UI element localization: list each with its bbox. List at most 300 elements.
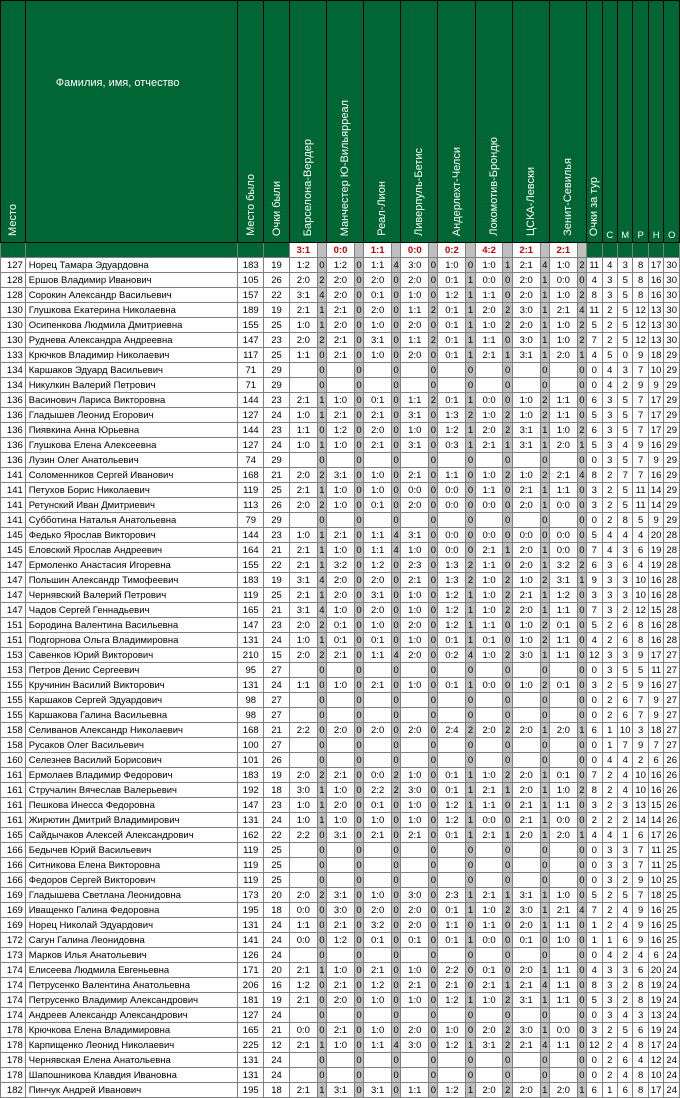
points-were-cell: 19 xyxy=(264,768,290,783)
prediction-points-cell: 2 xyxy=(504,304,511,316)
prediction-cell: 1:0 xyxy=(475,993,503,1008)
prediction-cell: 1:0 xyxy=(438,1023,466,1038)
m-cell: 3 xyxy=(617,573,632,588)
prediction-cell xyxy=(438,873,466,888)
prediction-cell: 0:1 xyxy=(475,963,503,978)
prediction-points-cell: 1 xyxy=(542,349,548,361)
table-row xyxy=(1,993,680,1008)
prediction-points-cell: 0 xyxy=(467,754,474,766)
o-cell: 24 xyxy=(664,1008,680,1023)
table-row xyxy=(1,813,680,828)
table-row xyxy=(1,708,680,723)
prediction-cell xyxy=(438,453,466,468)
header-match-5: Андерлехт-Челси xyxy=(438,1,475,243)
o-cell: 26 xyxy=(664,798,680,813)
prediction-cell: 2:0 xyxy=(289,333,317,348)
place-was-cell: 173 xyxy=(238,888,264,903)
prediction-cell: 1:0 xyxy=(364,348,392,363)
n-cell: 13 xyxy=(648,333,663,348)
m-cell: 2 xyxy=(617,378,632,393)
prediction-cell xyxy=(549,843,577,858)
points-were-cell: 24 xyxy=(264,918,290,933)
name-cell: Петрусенко Владимир Александрович xyxy=(25,993,238,1008)
prediction-cell xyxy=(289,453,317,468)
s-cell: 3 xyxy=(602,978,617,993)
prediction-points-cell: 0 xyxy=(467,454,474,466)
prediction-points-cell: 0 xyxy=(430,559,436,571)
prediction-points-cell: 0 xyxy=(356,514,362,526)
prediction-points-cell: 2 xyxy=(467,559,474,571)
s-cell: 4 xyxy=(602,528,617,543)
prediction-cell: 0:1 xyxy=(364,633,392,648)
prediction-points-cell: 4 xyxy=(393,649,399,661)
place-was-cell: 101 xyxy=(238,753,264,768)
prediction-cell: 0:3 xyxy=(438,438,466,453)
points-were-cell: 24 xyxy=(264,948,290,963)
prediction-points-cell: 0 xyxy=(356,304,362,316)
name-cell: Селезнев Василий Борисович xyxy=(25,753,238,768)
prediction-points-cell: 0 xyxy=(467,709,474,721)
prediction-points-cell: 0 xyxy=(542,934,548,946)
prediction-points-cell: 1 xyxy=(467,769,474,781)
prediction-points-cell: 0 xyxy=(579,649,585,661)
prediction-cell xyxy=(438,738,466,753)
o-cell: 26 xyxy=(664,813,680,828)
s-cell: 1 xyxy=(602,1083,617,1098)
prediction-cell: 1:2 xyxy=(438,288,466,303)
s-cell: 3 xyxy=(602,873,617,888)
r-cell: 9 xyxy=(633,648,648,663)
r-cell: 8 xyxy=(633,978,648,993)
prediction-cell xyxy=(289,1008,317,1023)
prediction-points-cell: 1 xyxy=(319,634,325,646)
prediction-cell xyxy=(401,513,429,528)
o-cell: 29 xyxy=(664,453,680,468)
prediction-cell: 1:1 xyxy=(549,408,577,423)
prediction-cell: 3:0 xyxy=(401,1038,429,1053)
prediction-cell: 2:0 xyxy=(289,618,317,633)
points-were-cell: 15 xyxy=(264,648,290,663)
prediction-points-cell: 0 xyxy=(467,919,474,931)
prediction-cell: 2:1 xyxy=(475,978,503,993)
prediction-points-cell: 1 xyxy=(542,304,548,316)
points-were-cell: 19 xyxy=(264,573,290,588)
prediction-cell: 1:2 xyxy=(364,558,392,573)
s-cell: 2 xyxy=(602,333,617,348)
prediction-points-cell: 0 xyxy=(430,754,436,766)
prediction-cell: 0:0 xyxy=(475,813,503,828)
prediction-cell: 2:1 xyxy=(512,483,540,498)
tour-points-cell: 8 xyxy=(587,468,602,483)
place-cell: 161 xyxy=(1,768,26,783)
prediction-cell xyxy=(289,708,317,723)
prediction-cell: 0:0 xyxy=(549,1023,577,1038)
o-cell: 29 xyxy=(664,483,680,498)
prediction-points-cell: 0 xyxy=(319,514,325,526)
prediction-cell xyxy=(327,1008,355,1023)
prediction-points-cell: 1 xyxy=(319,814,325,826)
prediction-points-cell: 0 xyxy=(393,904,399,916)
prediction-points-cell: 0 xyxy=(467,1009,474,1021)
prediction-points-cell: 0 xyxy=(504,379,511,391)
prediction-cell: 1:1 xyxy=(364,543,392,558)
o-cell: 27 xyxy=(664,693,680,708)
s-cell: 3 xyxy=(602,603,617,618)
place-was-cell: 165 xyxy=(238,1023,264,1038)
n-cell: 20 xyxy=(648,528,663,543)
prediction-cell: 3:1 xyxy=(289,603,317,618)
prediction-points-cell: 0 xyxy=(467,259,474,271)
prediction-points-cell: 0 xyxy=(393,619,399,631)
name-cell: Еловский Ярослав Андреевич xyxy=(25,543,238,558)
n-cell: 17 xyxy=(648,408,663,423)
tour-points-cell: 0 xyxy=(587,663,602,678)
r-cell: 8 xyxy=(633,258,648,273)
n-cell: 7 xyxy=(648,738,663,753)
r-cell: 6 xyxy=(633,1023,648,1038)
match-score-7: 2:1 xyxy=(512,243,540,258)
prediction-points-cell: 2 xyxy=(579,784,585,796)
place-was-cell: 155 xyxy=(238,558,264,573)
m-cell: 5 xyxy=(617,678,632,693)
m-cell: 3 xyxy=(617,258,632,273)
prediction-cell: 2:0 xyxy=(475,1083,503,1098)
tour-points-cell: 8 xyxy=(587,978,602,993)
match-score-4: 0:0 xyxy=(401,243,429,258)
o-cell: 28 xyxy=(664,633,680,648)
prediction-points-cell: 0 xyxy=(393,319,399,331)
place-cell: 133 xyxy=(1,348,26,363)
prediction-cell: 1:1 xyxy=(289,348,317,363)
prediction-points-cell: 0 xyxy=(356,889,362,901)
n-cell: 18 xyxy=(648,348,663,363)
n-cell: 17 xyxy=(648,1038,663,1053)
prediction-points-cell: 0 xyxy=(430,859,436,871)
prediction-cell: 2:1 xyxy=(289,543,317,558)
prediction-cell: 2:0 xyxy=(289,768,317,783)
prediction-points-cell: 0 xyxy=(319,694,325,706)
prediction-points-cell: 1 xyxy=(542,334,548,346)
prediction-cell xyxy=(549,858,577,873)
n-cell: 13 xyxy=(648,303,663,318)
prediction-cell xyxy=(401,873,429,888)
prediction-points-cell: 0 xyxy=(430,424,436,436)
place-cell: 155 xyxy=(1,693,26,708)
prediction-points-cell: 1 xyxy=(542,484,548,496)
m-cell: 5 xyxy=(617,303,632,318)
m-cell: 5 xyxy=(617,423,632,438)
prediction-points-cell: 0 xyxy=(504,679,511,691)
name-cell: Лузин Олег Анатольевич xyxy=(25,453,238,468)
prediction-points-cell: 0 xyxy=(467,949,474,961)
prediction-points-cell: 0 xyxy=(579,874,585,886)
prediction-cell: 2:0 xyxy=(289,273,317,288)
points-were-cell: 29 xyxy=(264,363,290,378)
prediction-cell: 0:1 xyxy=(512,933,540,948)
prediction-points-cell: 0 xyxy=(393,499,399,511)
prediction-points-cell: 0 xyxy=(467,514,474,526)
tour-points-cell: 8 xyxy=(587,783,602,798)
name-cell: Русаков Олег Васильевич xyxy=(25,738,238,753)
prediction-points-cell: 0 xyxy=(579,994,585,1006)
prediction-cell: 1:0 xyxy=(364,813,392,828)
prediction-points-cell: 0 xyxy=(356,664,362,676)
prediction-points-cell: 0 xyxy=(393,1054,399,1066)
name-cell: Петухов Борис Николаевич xyxy=(25,483,238,498)
prediction-points-cell: 0 xyxy=(579,919,585,931)
prediction-points-cell: 0 xyxy=(393,424,399,436)
prediction-points-cell: 0 xyxy=(504,754,511,766)
prediction-points-cell: 0 xyxy=(579,394,585,406)
prediction-cell xyxy=(475,378,503,393)
prediction-points-cell: 0 xyxy=(430,409,436,421)
place-cell: 130 xyxy=(1,333,26,348)
points-were-cell: 25 xyxy=(264,348,290,363)
prediction-points-cell: 2 xyxy=(319,274,325,286)
prediction-cell: 3:2 xyxy=(327,558,355,573)
tour-points-cell: 0 xyxy=(587,1053,602,1068)
prediction-points-cell: 0 xyxy=(579,484,585,496)
o-cell: 28 xyxy=(664,528,680,543)
prediction-points-cell: 1 xyxy=(467,799,474,811)
table-row xyxy=(1,318,680,333)
prediction-cell: 3:1 xyxy=(364,588,392,603)
prediction-points-cell: 1 xyxy=(319,409,325,421)
prediction-cell xyxy=(289,843,317,858)
n-cell: 9 xyxy=(648,708,663,723)
prediction-points-cell: 0 xyxy=(542,454,548,466)
prediction-cell: 0:1 xyxy=(364,933,392,948)
place-was-cell: 181 xyxy=(238,993,264,1008)
prediction-cell xyxy=(475,693,503,708)
place-was-cell: 206 xyxy=(238,978,264,993)
n-cell: 9 xyxy=(648,693,663,708)
n-cell: 17 xyxy=(648,258,663,273)
r-cell: 8 xyxy=(633,288,648,303)
place-cell: 166 xyxy=(1,873,26,888)
header-r: Р xyxy=(633,1,648,243)
prediction-cell xyxy=(475,843,503,858)
m-cell: 6 xyxy=(617,633,632,648)
prediction-cell: 1:1 xyxy=(549,918,577,933)
prediction-cell xyxy=(438,858,466,873)
place-cell: 136 xyxy=(1,453,26,468)
n-cell: 16 xyxy=(648,438,663,453)
prediction-points-cell: 1 xyxy=(319,529,325,541)
prediction-cell xyxy=(289,753,317,768)
prediction-points-cell: 0 xyxy=(356,904,362,916)
prediction-points-cell: 0 xyxy=(430,724,436,736)
prediction-cell: 1:3 xyxy=(438,558,466,573)
points-were-cell: 19 xyxy=(264,258,290,273)
prediction-cell: 0:2 xyxy=(438,648,466,663)
prediction-points-cell: 0 xyxy=(504,919,511,931)
prediction-cell: 2:1 xyxy=(327,978,355,993)
o-cell: 29 xyxy=(664,513,680,528)
prediction-points-cell: 0 xyxy=(430,1084,436,1096)
o-cell: 28 xyxy=(664,558,680,573)
prediction-points-cell: 0 xyxy=(356,1039,362,1051)
prediction-points-cell: 0 xyxy=(393,454,399,466)
r-cell: 9 xyxy=(633,738,648,753)
place-cell: 134 xyxy=(1,363,26,378)
prediction-points-cell: 0 xyxy=(319,709,325,721)
prediction-points-cell: 0 xyxy=(579,979,585,991)
place-cell: 130 xyxy=(1,318,26,333)
prediction-cell xyxy=(512,363,540,378)
prediction-cell: 2:1 xyxy=(475,543,503,558)
m-cell: 0 xyxy=(617,348,632,363)
n-cell: 11 xyxy=(648,858,663,873)
r-cell: 7 xyxy=(633,843,648,858)
prediction-cell: 1:0 xyxy=(289,318,317,333)
prediction-points-cell: 0 xyxy=(430,934,436,946)
points-were-cell: 23 xyxy=(264,393,290,408)
prediction-cell: 1:0 xyxy=(475,573,503,588)
prediction-points-cell: 0 xyxy=(579,1039,585,1051)
prediction-cell xyxy=(549,753,577,768)
prediction-cell xyxy=(512,753,540,768)
table-row xyxy=(1,603,680,618)
prediction-points-cell: 0 xyxy=(430,694,436,706)
place-was-cell: 210 xyxy=(238,648,264,663)
prediction-points-cell: 1 xyxy=(542,724,548,736)
place-cell: 151 xyxy=(1,618,26,633)
r-cell: 10 xyxy=(633,768,648,783)
match-score-row xyxy=(1,243,680,258)
prediction-cell: 1:1 xyxy=(401,333,429,348)
table-row xyxy=(1,498,680,513)
prediction-cell: 2:0 xyxy=(327,993,355,1008)
prediction-points-cell: 1 xyxy=(504,979,511,991)
prediction-cell: 1:1 xyxy=(289,423,317,438)
prediction-cell: 3:1 xyxy=(512,423,540,438)
prediction-points-cell: 1 xyxy=(467,994,474,1006)
prediction-points-cell: 0 xyxy=(356,1054,362,1066)
prediction-cell xyxy=(289,1053,317,1068)
r-cell: 10 xyxy=(633,588,648,603)
prediction-cell: 1:0 xyxy=(401,543,429,558)
m-cell: 4 xyxy=(617,903,632,918)
prediction-points-cell: 1 xyxy=(467,424,474,436)
points-were-cell: 22 xyxy=(264,558,290,573)
prediction-points-cell: 1 xyxy=(542,289,548,301)
prediction-cell: 1:0 xyxy=(327,603,355,618)
name-cell: Федоров Сергей Викторович xyxy=(25,873,238,888)
m-cell: 5 xyxy=(617,1023,632,1038)
prediction-cell: 1:0 xyxy=(327,438,355,453)
prediction-points-cell: 4 xyxy=(579,304,585,316)
prediction-points-cell: 0 xyxy=(430,484,436,496)
prediction-points-cell: 0 xyxy=(393,679,399,691)
prediction-cell: 0:0 xyxy=(438,543,466,558)
name-cell: Ермолаев Владимир Федорович xyxy=(25,768,238,783)
prediction-points-cell: 0 xyxy=(393,1069,399,1081)
prediction-cell: 1:1 xyxy=(549,963,577,978)
prediction-points-cell: 0 xyxy=(504,484,511,496)
prediction-cell: 1:1 xyxy=(438,918,466,933)
o-cell: 30 xyxy=(664,258,680,273)
prediction-points-cell: 0 xyxy=(467,544,474,556)
table-row xyxy=(1,1038,680,1053)
o-cell: 27 xyxy=(664,663,680,678)
prediction-cell: 2:1 xyxy=(327,333,355,348)
prediction-points-cell: 0 xyxy=(319,1024,325,1036)
s-cell: 2 xyxy=(602,798,617,813)
prediction-cell: 3:0 xyxy=(289,783,317,798)
m-cell: 4 xyxy=(617,528,632,543)
prediction-points-cell: 0 xyxy=(393,949,399,961)
prediction-points-cell: 1 xyxy=(542,559,548,571)
prediction-points-cell: 1 xyxy=(319,1039,325,1051)
place-cell: 161 xyxy=(1,798,26,813)
place-cell: 141 xyxy=(1,513,26,528)
prediction-cell: 0:0 xyxy=(289,933,317,948)
prediction-cell: 2:0 xyxy=(512,273,540,288)
place-cell: 174 xyxy=(1,1008,26,1023)
name-cell: Норец Николай Эдуардович xyxy=(25,918,238,933)
points-were-cell: 22 xyxy=(264,828,290,843)
prediction-points-cell: 0 xyxy=(319,379,325,391)
prediction-cell: 3:0 xyxy=(401,258,429,273)
m-cell: 2 xyxy=(617,993,632,1008)
prediction-points-cell: 0 xyxy=(579,544,585,556)
s-cell: 3 xyxy=(602,423,617,438)
prediction-cell xyxy=(327,738,355,753)
name-cell: Гладышев Леонид Егорович xyxy=(25,408,238,423)
prediction-cell: 1:0 xyxy=(475,318,503,333)
prediction-points-cell: 0 xyxy=(393,334,399,346)
prediction-cell: 2:1 xyxy=(549,903,577,918)
tour-points-cell: 3 xyxy=(587,798,602,813)
prediction-cell: 1:0 xyxy=(327,783,355,798)
prediction-cell: 2:1 xyxy=(364,678,392,693)
tour-points-cell: 0 xyxy=(587,753,602,768)
prediction-points-cell: 0 xyxy=(430,1024,436,1036)
prediction-points-cell: 1 xyxy=(467,604,474,616)
prediction-cell xyxy=(475,1053,503,1068)
prediction-points-cell: 0 xyxy=(430,289,436,301)
prediction-cell: 1:0 xyxy=(327,543,355,558)
prediction-cell xyxy=(401,738,429,753)
n-cell: 17 xyxy=(648,393,663,408)
prediction-cell: 1:0 xyxy=(512,618,540,633)
prediction-cell: 2:0 xyxy=(289,498,317,513)
prediction-points-cell: 0 xyxy=(319,844,325,856)
prediction-points-cell: 0 xyxy=(467,364,474,376)
prediction-points-cell: 0 xyxy=(430,994,436,1006)
prediction-cell: 0:1 xyxy=(327,633,355,648)
o-cell: 29 xyxy=(664,348,680,363)
prediction-points-cell: 4 xyxy=(542,259,548,271)
prediction-cell: 2:0 xyxy=(327,588,355,603)
prediction-points-cell: 0 xyxy=(356,499,362,511)
header-match-7: ЦСКА-Левски xyxy=(512,1,549,243)
prediction-cell xyxy=(327,948,355,963)
prediction-cell: 1:2 xyxy=(327,258,355,273)
prediction-points-cell: 2 xyxy=(467,409,474,421)
m-cell: 4 xyxy=(617,438,632,453)
prediction-points-cell: 0 xyxy=(356,319,362,331)
prediction-points-cell: 0 xyxy=(393,994,399,1006)
name-cell: Васинович Лариса Викторовна xyxy=(25,393,238,408)
name-cell: Селиванов Александр Николаевич xyxy=(25,723,238,738)
prediction-points-cell: 2 xyxy=(467,724,474,736)
place-was-cell: 117 xyxy=(238,348,264,363)
prediction-cell: 1:3 xyxy=(438,573,466,588)
prediction-points-cell: 0 xyxy=(467,694,474,706)
points-were-cell: 24 xyxy=(264,933,290,948)
